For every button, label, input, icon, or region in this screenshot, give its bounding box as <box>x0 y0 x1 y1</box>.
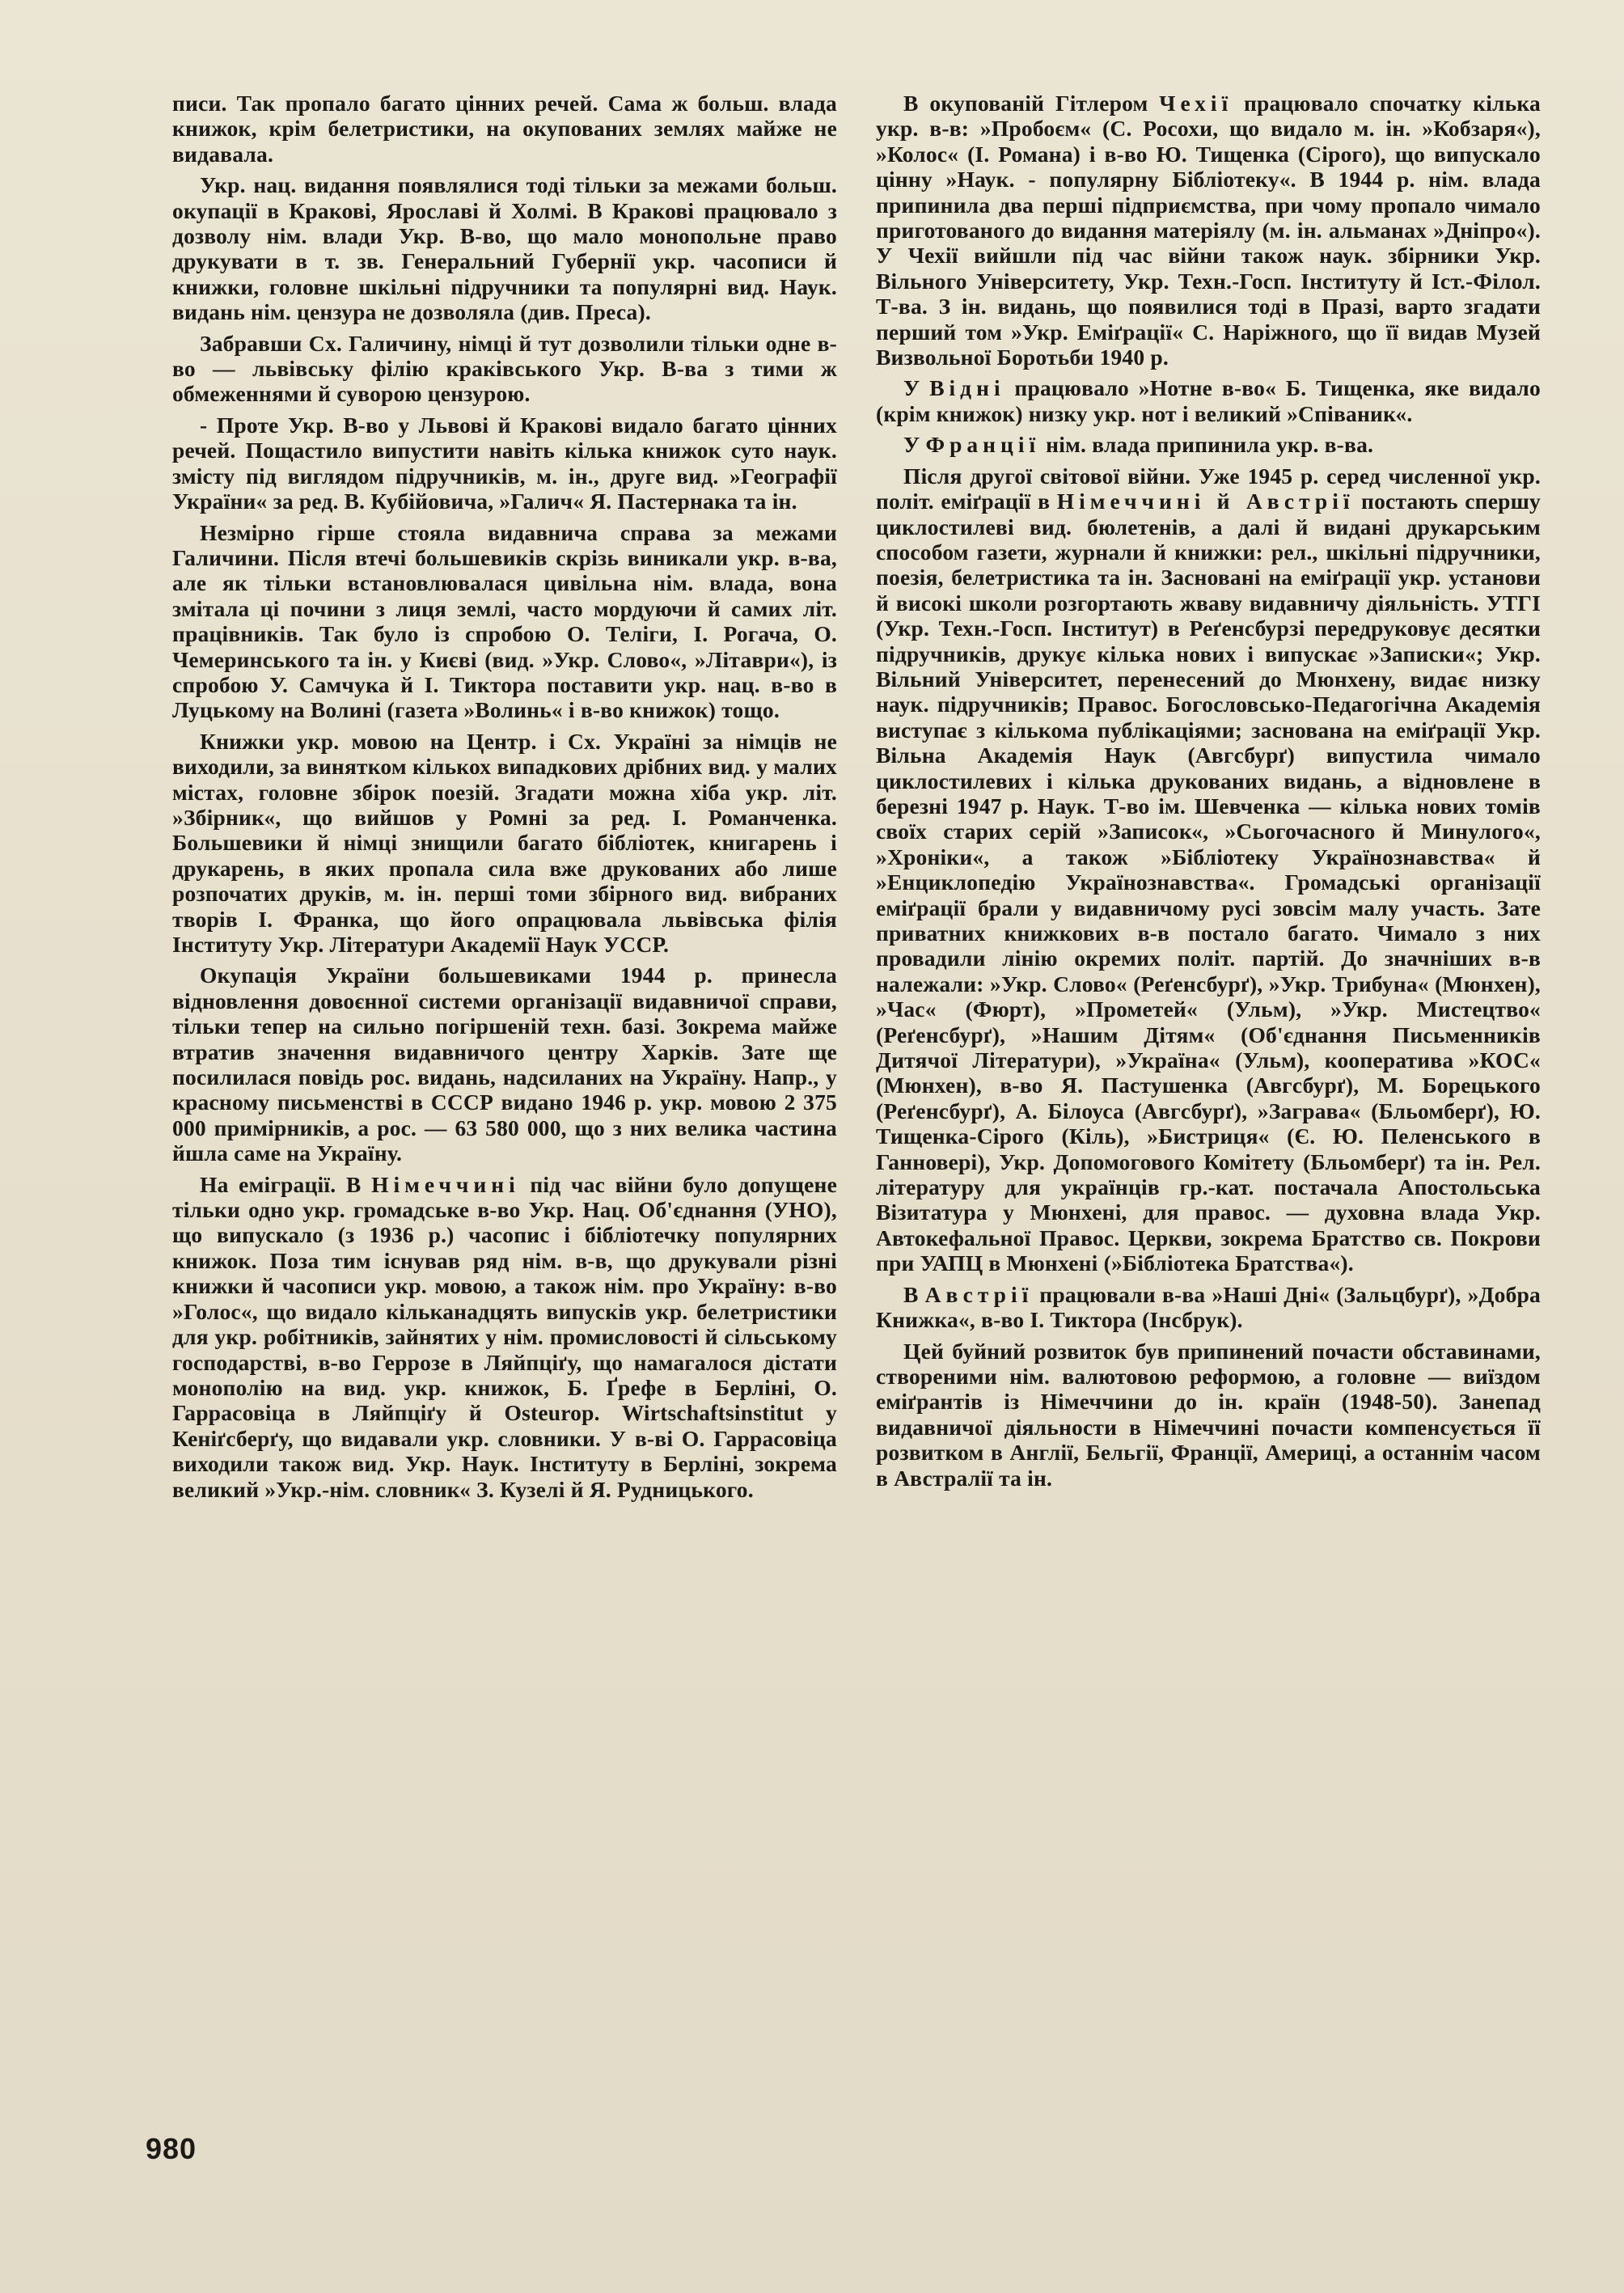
paragraph: Окупація України большевиками 1944 р. принесла відновлення довоєнної системи організації видавничої справи, тільки тепер на сильно погіршеній техн. базі. Зокрема майже втратив значення видавничого центру Харків. Зате ще посилилася повідь рос. видань, надсиланих на Україну. Напр., у красному письменстві в СССР видано 1946 р. укр. мовою 2 375 000 примірників, а рос. — 63 580 000, що з них велика частина йшла саме на Україну. <box>172 962 837 1166</box>
paragraph <box>876 1282 1541 1333</box>
spaced-term: Австрії <box>924 1281 1034 1307</box>
paragraph-text: У <box>903 375 930 401</box>
paragraph-text: постають спершу циклостилеві вид. бюлетенів, а далі й видані друкарським способом газети, журнали й книжки: рел., шкільні підручники, поезія, белетристика та ін. Засновані на еміґрації укр. установи й високі школи розгортають жваву видавничу діяльність. УТГІ (Укр. Техн.-Госп. Інститут) в Реґенсбурзі передруковує десятки підручників, друкує кілька нових і випускає »Записки«; Укр. Вільний Університет, перенесений до Мюнхену, видає низку наук. підручників; Правос. Богословсько-Педагогічна Академія виступає з кількома публікаціями; заснована на еміґрації Укр. Вільна Академія Наук (Авгсбурґ) випустила чимало циклостилевих і кілька друкованих видань, а відновлене в березні 1947 р. Наук. Т-во ім. Шевченка — кілька нових томів своїх старих серій »Записок«, »Сьогочасного й Минулого«, »Хроніки«, а також »Бібліотеку Українознавства« й »Енциклопедію Українознавства«. Громадські організації еміґрації брали у видавничому русі зовсім малу участь. Зате приватних книжкових в-в постало багато. Чимало з них провадили лінію окремих політ. партій. До значніших в-в належали: »Укр. Слово« (Реґенсбурґ), »Укр. Трибуна« (Мюнхен), »Час« (Фюрт), »Прометей« (Ульм), »Укр. Мистецтво« (Реґенсбурґ), »Нашим Дітям« (Об'єднання Письменників Дитячої Літератури), »Україна« (Ульм), кооператива »КОС« (Мюнхен), в-во Я. Пастушенка (Авгсбурґ), М. Борецького (Реґенсбурґ), А. Білоуса (Авгсбурґ), »Заграва« (Бльомберґ), Ю. Тищенка-Сірого (Кіль), »Бистриця« (Є. Ю. Пеленського в Ганновері), Укр. Допомогового Комітету (Бльомберґ) та ін. Рел. літературу для українців гр.-кат. постачала Апостольська Візитатура у Мюнхені, для правос. — духовна влада Укр. Автокефальної Правос. Церкви, зокрема Братство св. Покрови при УАПЦ в Мюнхені (»Бібліотека Братства«). <box>876 489 1541 1276</box>
left-column <box>172 91 837 1508</box>
spaced-term: Німеччині й Австрії <box>1056 489 1355 514</box>
right-column <box>876 91 1541 1496</box>
paragraph <box>876 91 1541 370</box>
paragraph-text: В окупованій Гітлером <box>903 91 1160 116</box>
paragraph <box>876 375 1541 426</box>
spaced-term: Франції <box>925 432 1041 458</box>
paragraph-text: працювали в-ва »Наші Дні« (Зальцбурґ), »Добра Книжка«, в-во І. Тиктора (Інсбрук). <box>876 1281 1541 1333</box>
paragraph-text: нім. влада припинила укр. в-ва. <box>1040 432 1374 458</box>
paragraph-text: працювало спочатку кілька укр. в-в: »Пробоєм« (С. Росохи, що видало м. ін. »Кобзаря«), »Колос« (І. Романа) і в-во Ю. Тищенка (Сірого), що випускало цінну »Наук. - популярну Бібліотеку«. В 1944 р. нім. влада припинила два перші підприємства, при чому пропало чимало приготованого до видання матеріялу (м. ін. альманах »Дніпро«). У Чехії вийшли під час війни також наук. збірники Укр. Вільного Університету, Укр. Техн.-Госп. Інституту й Іст.-Філол. Т-ва. З ін. видань, що появилися тоді в Празі, варто згадати перший том »Укр. Еміґрації« С. Наріжного, що її видав Музей Визвольної Боротьби 1940 р. <box>876 91 1541 370</box>
paragraph: Цей буйний розвиток був припинений почасти обставинами, створеними нім. валютовою реформою, а головне — виїздом еміґрантів із Німеччини до ін. країн (1948-50). Занепад видавничої діяльности в Німеччині почасти компенсується її розвитком в Англії, Бельгії, Франції, Америці, а останнім часом в Австралії та ін. <box>876 1338 1541 1491</box>
paragraph: Укр. нац. видання появлялися тоді тільки за межами больш. окупації в Кракові, Ярославі й Холмі. В Кракові працювало з дозволу нім. влади Укр. В-во, що мало монопольне право друкувати в т. зв. Генеральний Губернії укр. часописи й книжки, головне шкільні підручники та популярні вид. Наук. видань нім. цензура не дозволяла (див. Преса). <box>172 172 837 325</box>
section-lead: Після другої світової війни. Уже 1945 р. серед численної укр. політ. еміґрації в <box>876 463 1541 514</box>
spaced-term: Відні <box>929 375 1005 401</box>
spaced-term: Німеччині <box>371 1171 520 1197</box>
paragraph <box>876 463 1541 1276</box>
paragraph: Забравши Сх. Галичину, німці й тут дозволили тільки одне в-во — львівську філію краківського Укр. В-ва з тими ж обмеженнями й суворою цензурою. <box>172 330 837 407</box>
spaced-term: Чехії <box>1159 91 1233 116</box>
paragraph-text: працювало »Нотне в-во« Б. Тищенка, яке видало (крім книжок) низку укр. нот і великий »Співаник«. <box>876 375 1541 426</box>
paragraph-text: У <box>903 432 926 458</box>
paragraph-text: В <box>903 1281 925 1307</box>
paragraph: писи. Так пропало багато цінних речей. Сама ж больш. влада книжок, крім белетристики, на окупованих землях майже не видавала. <box>172 91 837 167</box>
paragraph: Книжки укр. мовою на Центр. і Сх. Україні за німців не виходили, за винятком кількох випадкових дрібних вид. у малих містах, головне збірок поезій. Згадати можна хіба укр. літ. »Збірник«, що вийшов у Ромні за ред. І. Романченка. Большевики й німці знищили багато бібліотек, книгарень і друкарень, в яких пропала сила вже друкованих або лише розпочатих друків, м. ін. перші томи збірного вид. вибраних творів І. Франка, що його опрацювала львівська філія Інституту Укр. Літератури Академії Наук УССР. <box>172 728 837 957</box>
paragraph: - Проте Укр. В-во у Львові й Кракові видало багато цінних речей. Пощастило випустити навіть кілька книжок суто наук. змісту під виглядом підручників, м. ін., друге вид. »Географії України« за ред. В. Кубійовича, »Галич« Я. Пастернака та ін. <box>172 412 837 514</box>
page-number: 980 <box>146 2132 197 2165</box>
paragraph-text: під час війни було допущене тільки одно укр. громадське в-во Укр. Нац. Об'єднання (УНО), що випускало (з 1936 р.) часопис і бібліотечку популярних книжок. Поза тим існував ряд нім. в-в, що друкували різні книжки й часописи укр. мовою, а також нім. про Україну: в-во »Голос«, що видало кільканадцять випусків укр. белетристики для укр. робітників, зайнятих у нім. промисловості й сільському господарстві, в-во Геррозе в Ляйпціґу, що намагалося дістати монополію на вид. укр. книжок, Б. Ґрефе в Берліні, О. Гаррасовіца в Ляйпціґу й Osteurop. Wirtschaftsinstitut у Кеніґсберґу, що видавали укр. словники. У в-ві О. Гаррасовіца виходили також вид. Укр. Наук. Інституту в Берліні, зокрема великий »Укр.-нім. словник« З. Кузелі й Я. Рудницького. <box>172 1171 837 1502</box>
paragraph <box>172 1172 837 1502</box>
section-lead: На еміграції. В <box>200 1171 372 1197</box>
paragraph <box>876 432 1541 457</box>
paragraph: Незмірно гірше стояла видавнича справа за межами Галичини. Після втечі большевиків скрізь виникали укр. в-ва, але як тільки встановлювалася цивільна нім. влада, вона змітала ці почини з лиця землі, часто мордуючи й самих літ. працівників. Так було із спробою О. Теліги, І. Рогача, О. Чемеринського та ін. у Києві (вид. »Укр. Слово«, »Літаври«), із спробою У. Самчука й І. Тиктора поставити укр. нац. в-во в Луцькому на Волині (газета »Волинь« і в-во книжок) тощо. <box>172 519 837 723</box>
